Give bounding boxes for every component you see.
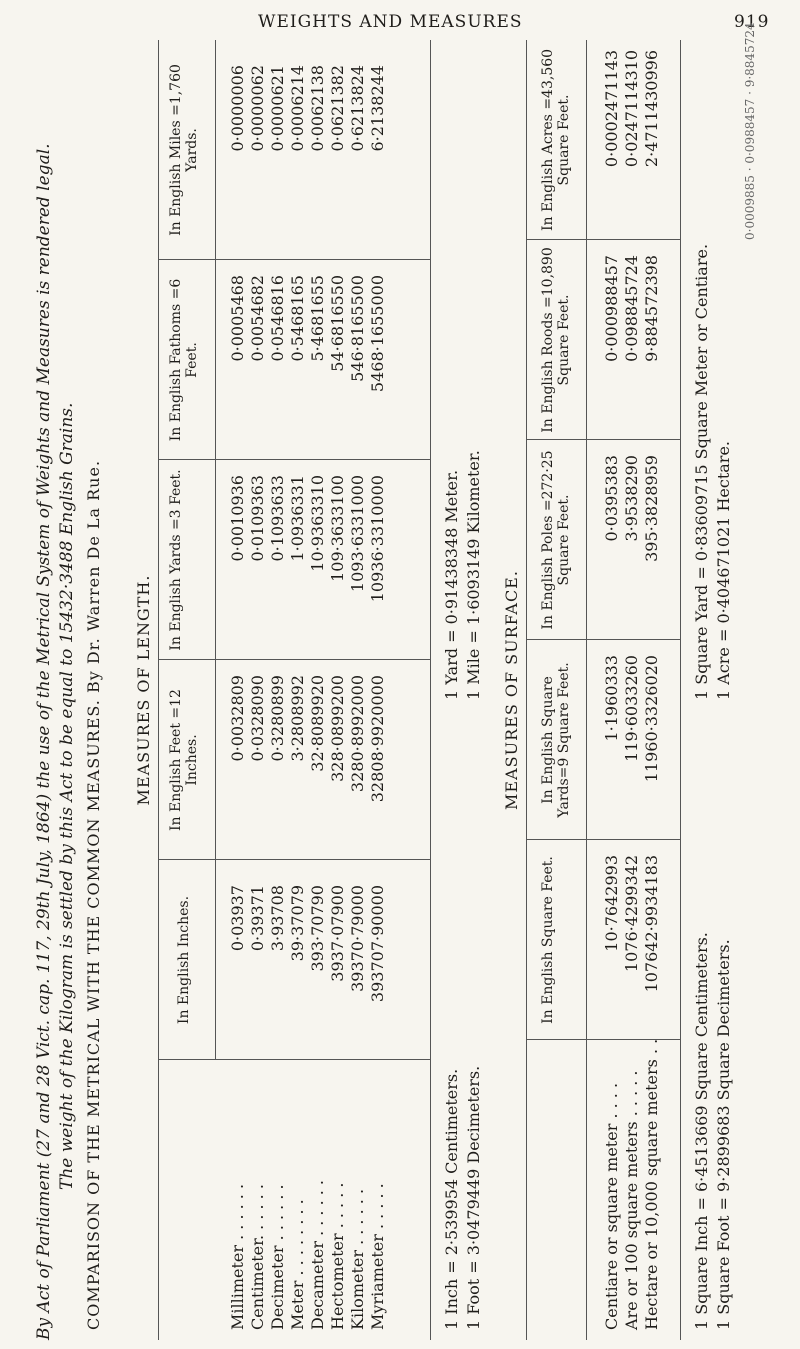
intro-line-3: COMPARISON OF THE METRICAL WITH THE COMMON MEASURES. By Dr. Warren De La Rue. [84,459,103,1330]
running-head-title: WEIGHTS AND MEASURES [258,12,523,32]
equivalent-mile: 1 Mile = 1·6093149 Kilometer. [464,450,483,700]
surface-bottom-rule [680,40,681,1340]
table-cell: 11960·3326020 [642,655,661,783]
table-cell: 39·37079 [288,885,307,962]
equivalent-square-inch: 1 Square Inch = 6·4513669 Square Centimeters. [692,932,711,1330]
table-cell: 3937·07900 [328,885,347,982]
row-label-meter: Meter . . . . . . . . [288,1199,307,1330]
table-cell: 5·4681655 [308,275,327,362]
row-label-centiare: Centiare or square meter . . . . [602,1082,621,1330]
row-label-centimeter: Centimeter. . . . . . [248,1184,267,1330]
table-cell: 0·0000621 [268,65,287,152]
length-bottom-rule [430,40,431,1340]
surface-sq-feet-column [602,855,662,1035]
surface-poles-column [602,455,662,635]
length-header-yards: In English Yards =3 Feet. [168,469,184,651]
intro-line-2: The weight of the Kilogram is settled by this Act to be equal to 15432·3488 English Grains. [57,402,77,1190]
intro-line-1: By Act of Parliament (27 and 28 Vict. cap. 117, 29th July, 1864) the use of the Metrical System of Weights and Measures is rendered legal. [34,143,54,1340]
row-label-decameter: Decameter . . . . . . [308,1179,327,1330]
surface-header-sq-feet: In English Square Feet. [540,856,556,1024]
surface-row-labels [602,1039,662,1330]
length-inches-column [228,885,388,1055]
page-number: 919 [734,12,770,32]
length-header-miles: In English Miles =1,760 Yards. [168,64,200,236]
equivalent-foot: 1 Foot = 3·0479449 Decimeters. [464,1065,483,1330]
length-miles-column [228,65,388,255]
table-cell: 10·9363310 [308,475,327,572]
equivalent-square-yard: 1 Square Yard = 0·83609715 Square Meter or Centiare. [692,243,711,700]
table-cell: 0·098845724 [622,255,641,362]
row-label-myriameter: Myriameter . . . . . [368,1183,387,1330]
table-cell: 0·0546816 [268,275,287,362]
surface-sq-yards-column [602,655,662,835]
table-cell: 328·0899200 [328,675,347,782]
table-cell: 54·6816550 [328,275,347,372]
table-cell: 0·000988457 [602,255,621,362]
surface-acres-column [602,50,662,235]
table-cell: 393707·90000 [368,885,387,1003]
roods-rounded-2: 9·8845724 [743,22,757,88]
table-cell: 0·0328090 [248,675,267,762]
table-cell: 0·0621382 [328,65,347,152]
length-feet-column [228,675,388,855]
table-cell: 119·6033260 [622,655,641,762]
table-cell: 109·3633100 [328,475,347,582]
roods-rounded-0: 0·0009885 [743,175,757,240]
table-cell: 0·0395383 [602,455,621,542]
table-cell: 0·0010936 [228,475,247,562]
table-cell: 2·4711430996 [642,50,661,168]
surface-header-rule [586,40,587,1340]
surface-roods-column [602,255,662,435]
table-cell: 5468·1655000 [368,275,387,393]
table-cell: 10·7642993 [602,855,621,952]
table-cell: 39370·79000 [348,885,367,992]
table-cell: 0·03937 [228,885,247,952]
equivalent-square-foot: 1 Square Foot = 9·2899683 Square Decimeters. [714,939,733,1330]
table-cell: 6·2138244 [368,65,387,152]
table-cell: 9·884572398 [642,255,661,362]
table-cell: 107642·9934183 [642,855,661,993]
table-cell: 3280·8992000 [348,675,367,793]
table-cell: 0·0000006 [228,65,247,152]
row-label-millimeter: Millimeter . . . . . . [228,1183,247,1330]
table-cell: 0·3280899 [268,675,287,762]
row-label-kilometer: Kilometer . . . . . . [348,1188,367,1330]
equivalent-acre: 1 Acre = 0·404671021 Hectare. [714,441,733,700]
row-label-are: Are or 100 square meters . . . . . [622,1070,641,1330]
length-section-heading: MEASURES OF LENGTH. [134,574,153,806]
surface-top-rule [526,40,527,1340]
table-cell: 1·1960333 [602,655,621,742]
table-cell: 393·70790 [308,885,327,972]
table-cell: 0·6213824 [348,65,367,152]
table-cell: 0·0054682 [248,275,267,362]
table-cell: 0·0005468 [228,275,247,362]
table-cell: 0·39371 [248,885,267,952]
length-fathoms-column [228,275,388,455]
table-cell: 3·2808992 [288,675,307,762]
roods-rounded-1: 0·0988457 [743,98,757,164]
table-cell: 32808·9920000 [368,675,387,803]
table-cell: 3·9538290 [622,455,641,542]
table-cell: 32·8089920 [308,675,327,772]
row-label-decimeter: Decimeter . . . . . . [268,1184,287,1330]
table-cell: 0·0109363 [248,475,267,562]
table-cell: 10936·3310000 [368,475,387,603]
roods-rounded-note: 0·0009885 · 0·0988457 · 9·8845724 [743,22,757,240]
row-label-hectare: Hectare or 10,000 square meters . . [642,1038,661,1330]
row-label-hectometer: Hectometer . . . . . [328,1182,347,1330]
table-cell: 395·3828959 [642,455,661,562]
table-cell: 0·0247114310 [622,50,641,168]
surface-section-heading: MEASURES OF SURFACE. [502,570,521,810]
surface-header-roods: In English Roods =10,890 Square Feet. [540,247,572,433]
table-cell: 1076·4299342 [622,855,641,973]
length-top-rule [158,40,159,1340]
table-cell: 0·0062138 [308,65,327,152]
equivalent-yard: 1 Yard = 0·91438348 Meter. [442,469,461,700]
table-cell: 0·5468165 [288,275,307,362]
length-row-labels [228,1180,388,1330]
length-header-feet: In English Feet =12 Inches. [168,689,200,831]
table-cell: 1·0936331 [288,475,307,562]
length-header-rule [215,40,216,1060]
length-header-fathoms: In English Fathoms =6 Feet. [168,278,200,442]
table-cell: 0·0006214 [288,65,307,152]
length-header-inches: In English Inches. [176,895,192,1025]
length-yards-column [228,475,388,655]
table-cell: 0·0032809 [228,675,247,762]
surface-header-sq-yards: In English Square Yards=9 Square Feet. [540,662,572,818]
equivalent-inch: 1 Inch = 2·539954 Centimeters. [442,1068,461,1330]
table-cell: 0·0002471143 [602,50,621,168]
table-cell: 3·93708 [268,885,287,952]
surface-header-acres: In English Acres =43,560 Square Feet. [540,48,572,232]
table-cell: 0·1093633 [268,475,287,562]
surface-header-poles: In English Poles =272·25 Square Feet. [540,450,572,630]
table-cell: 0·0000062 [248,65,267,152]
table-cell: 1093·6331000 [348,475,367,593]
table-cell: 546·8165500 [348,275,367,382]
